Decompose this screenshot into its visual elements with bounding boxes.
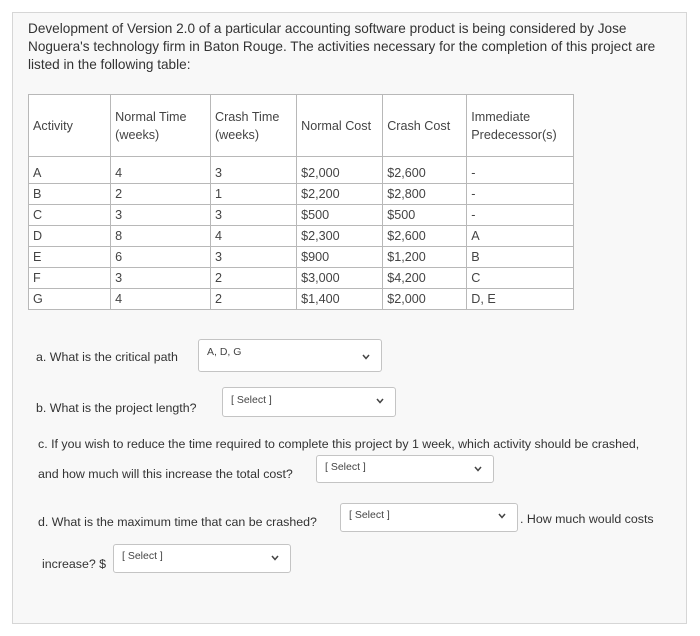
cell-crash-cost: $2,600 — [383, 226, 467, 247]
crash-activity-dropdown[interactable] — [316, 455, 494, 483]
cell-normal-time: 8 — [111, 226, 211, 247]
cell-normal-cost: $500 — [297, 205, 383, 226]
table-row — [29, 289, 574, 310]
cell-predecessors: B — [467, 247, 574, 268]
cell-crash-cost: $2,600 — [383, 157, 467, 184]
table-row — [29, 247, 574, 268]
table-header-row — [29, 95, 574, 157]
cell-activity: D — [29, 226, 111, 247]
project-length-selected: [ Select ] — [231, 394, 272, 406]
question-intro: Development of Version 2.0 of a particular accounting software product is being considered by Jose Noguera's technology firm in Baton Rouge. The activities necessary for the completion of this project are listed in the following table: — [28, 21, 656, 72]
header-crash-time: Crash Time (weeks) — [210, 95, 296, 157]
table-row — [29, 226, 574, 247]
cell-normal-cost: $900 — [297, 247, 383, 268]
cell-normal-time: 3 — [111, 205, 211, 226]
question-a-label: a. What is the critical path — [36, 350, 178, 364]
cell-predecessors: D, E — [467, 289, 574, 310]
increase-label: increase? $ — [42, 557, 107, 571]
cost-increase-selected: [ Select ] — [122, 550, 163, 562]
header-normal-cost: Normal Cost — [297, 95, 383, 157]
cell-normal-time: 3 — [111, 268, 211, 289]
cell-crash-cost: $2,000 — [383, 289, 467, 310]
cell-crash-cost: $4,200 — [383, 268, 467, 289]
chevron-down-icon — [497, 511, 507, 521]
cell-activity: F — [29, 268, 111, 289]
cell-crash-time: 2 — [210, 268, 296, 289]
header-normal-time: Normal Time (weeks) — [111, 95, 211, 157]
cell-activity: E — [29, 247, 111, 268]
max-crash-time-selected: [ Select ] — [349, 509, 390, 521]
cell-crash-time: 3 — [210, 247, 296, 268]
cell-predecessors: - — [467, 205, 574, 226]
cell-predecessors: C — [467, 268, 574, 289]
table-row — [29, 268, 574, 289]
cell-normal-time: 4 — [111, 289, 211, 310]
cell-normal-time: 2 — [111, 184, 211, 205]
critical-path-dropdown[interactable] — [198, 339, 382, 372]
table-row — [29, 205, 574, 226]
cell-predecessors: - — [467, 157, 574, 184]
chevron-down-icon — [473, 464, 483, 474]
table-row — [29, 184, 574, 205]
cell-normal-cost: $2,300 — [297, 226, 383, 247]
question-c-line2: and how much will this increase the total cost? — [38, 467, 293, 481]
chevron-down-icon — [270, 553, 280, 563]
cell-crash-time: 4 — [210, 226, 296, 247]
chevron-down-icon — [361, 352, 371, 362]
cell-crash-cost: $500 — [383, 205, 467, 226]
question-d-label: d. What is the maximum time that can be crashed? — [38, 515, 317, 529]
cell-activity: C — [29, 205, 111, 226]
cell-normal-time: 6 — [111, 247, 211, 268]
header-crash-cost: Crash Cost — [383, 95, 467, 157]
cell-crash-cost: $1,200 — [383, 247, 467, 268]
question-c-line1: c. If you wish to reduce the time required to complete this project by 1 week, which activity should be crashed, — [38, 437, 640, 451]
header-activity: Activity — [29, 95, 111, 157]
cost-increase-dropdown[interactable] — [113, 544, 291, 573]
question-d-suffix: . How much would costs — [520, 512, 654, 526]
cell-predecessors: A — [467, 226, 574, 247]
cell-crash-cost: $2,800 — [383, 184, 467, 205]
max-crash-time-dropdown[interactable] — [340, 503, 518, 532]
cell-normal-cost: $2,000 — [297, 157, 383, 184]
activity-table — [28, 94, 574, 310]
project-length-dropdown[interactable] — [222, 387, 396, 417]
cell-normal-cost: $1,400 — [297, 289, 383, 310]
cell-crash-time: 3 — [210, 157, 296, 184]
question-b-label: b. What is the project length? — [36, 401, 197, 415]
cell-activity: A — [29, 157, 111, 184]
cell-crash-time: 1 — [210, 184, 296, 205]
cell-activity: G — [29, 289, 111, 310]
table-row — [29, 157, 574, 184]
cell-normal-time: 4 — [111, 157, 211, 184]
crash-activity-selected: [ Select ] — [325, 461, 366, 473]
cell-crash-time: 2 — [210, 289, 296, 310]
header-predecessors: Immediate Predecessor(s) — [467, 95, 574, 157]
critical-path-selected: A, D, G — [207, 346, 242, 358]
cell-predecessors: - — [467, 184, 574, 205]
cell-crash-time: 3 — [210, 205, 296, 226]
cell-normal-cost: $2,200 — [297, 184, 383, 205]
cell-activity: B — [29, 184, 111, 205]
chevron-down-icon — [375, 396, 385, 406]
cell-normal-cost: $3,000 — [297, 268, 383, 289]
